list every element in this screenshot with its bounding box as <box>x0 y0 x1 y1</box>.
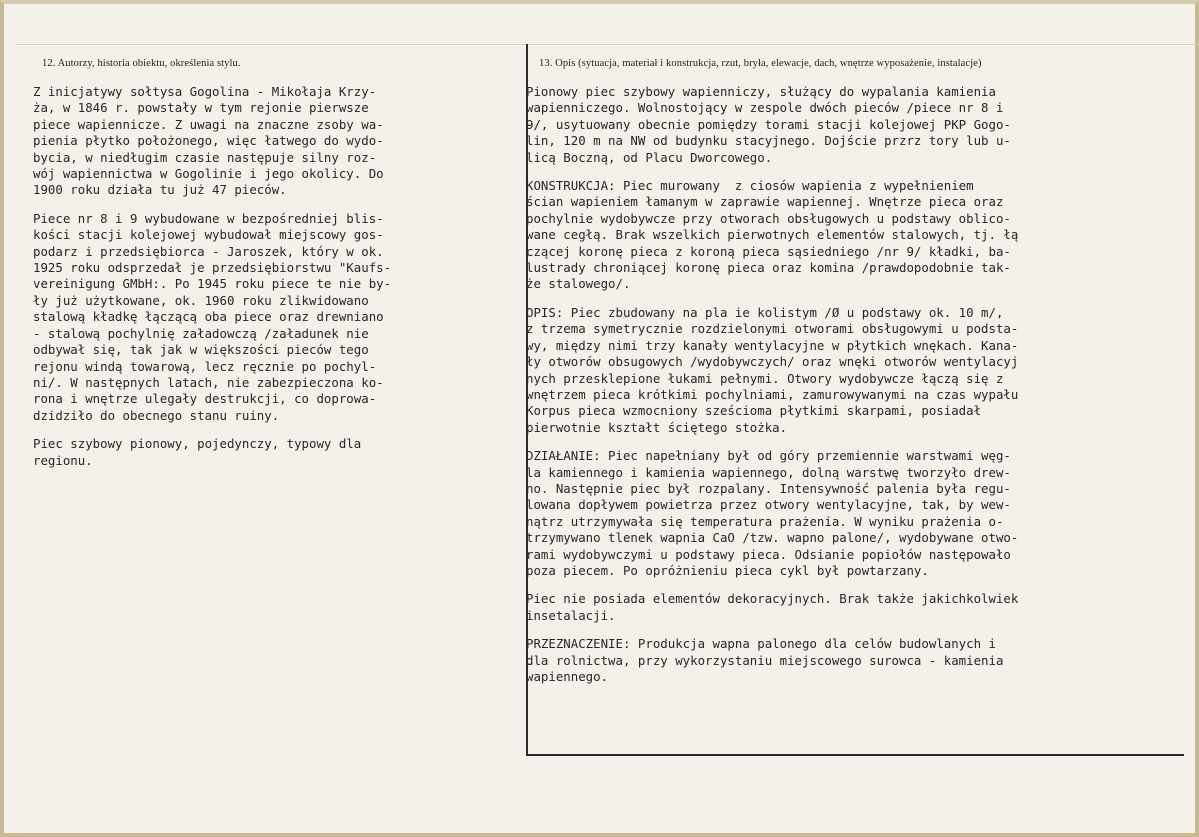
text-line: że stalowego/. <box>526 276 631 292</box>
text-line: licą Boczną, od Placu Dworcowego. <box>526 149 773 165</box>
paragraph <box>33 84 523 199</box>
text-line: regionu. <box>33 452 93 468</box>
section-12-header: 12. Autorzy, historia obiektu, określenia stylu. <box>42 58 241 69</box>
text-line: DZIAŁANIE: Piec napełniany był od góry przemiennie warstwami węg- <box>526 448 1011 464</box>
text-line: PRZEZNACZENIE: Produkcja wapna palonego dla celów budowlanych i <box>526 636 996 652</box>
text-line: ły otworów obsugowych /wydobywczych/ oraz wnęki otworów wentylacyj <box>526 354 1019 370</box>
text-line: Z inicjatywy sołtysa Gogolina - Mikołaja Krzy- <box>33 84 377 99</box>
text-line: ni/. W następnych latach, nie zabezpieczona ko- <box>33 374 384 390</box>
text-line: pochylnie wydobywcze przy otworach obsługowych u podstawy oblico- <box>526 210 1011 226</box>
text-line: KONSTRUKCJA: Piec murowany z ciosów wapienia z wypełnieniem <box>526 178 974 194</box>
text-line: lowana dopływem powietrza przez otwory wentylacyjne, tak, by wew- <box>526 497 1011 513</box>
text-line: dla rolnictwa, przy wykorzystaniu miejscowego surowca - kamienia <box>526 652 1004 668</box>
section-12-text <box>33 84 523 481</box>
text-line: 1925 roku odsprzedał je przedsiębiorstwu "Kaufs- <box>33 260 392 276</box>
text-line: stalową kładkę łączącą oba piece oraz drewniano <box>33 309 384 325</box>
text-line: insetalacji. <box>526 607 616 623</box>
paragraph <box>526 591 1198 624</box>
text-line: nych przesklepione łukami pełnymi. Otwory wydobywcze łączą się z <box>526 370 1004 386</box>
form-frame <box>16 44 1199 760</box>
text-line: bycia, w niedługim czasie następuje silny roz- <box>33 149 377 165</box>
text-line: poza piecem. Po opróżnieniu pieca cykl był powtarzany. <box>526 562 929 578</box>
text-line: ły już użytkowane, ok. 1960 roku zlikwidowano <box>33 292 369 308</box>
text-line: Piece nr 8 i 9 wybudowane w bezpośredniej blis- <box>33 210 384 226</box>
text-line: wnętrzem pieca krótkimi pochylniami, zamurowywanymi na czas wypału <box>526 386 1019 402</box>
paragraph <box>526 448 1198 579</box>
paragraph <box>526 636 1198 685</box>
text-line: la kamiennego i kamienia wapiennego, dolną warstwę tworzyło drew- <box>526 464 1011 480</box>
text-line: ścian wapieniem łamanym w zaprawie wapiennej. Wnętrze pieca oraz <box>526 194 1004 210</box>
text-line: OPIS: Piec zbudowany na pla ie kolistym /Ø u podstawy ok. 10 m/, <box>526 304 1004 320</box>
text-line: lustrady chroniącej koronę pieca oraz komina /prawdopodobnie tak- <box>526 260 1011 276</box>
text-line: wane cegłą. Brak wszelkich pierwotnych elementów stalowych, tj. łą <box>526 227 1019 243</box>
text-line: Piec szybowy pionowy, pojedynczy, typowy dla <box>33 436 362 452</box>
text-line: odbywał się, tak jak w większości pieców tego <box>33 342 369 358</box>
text-line: vereinigung GMbH:. Po 1945 roku piece te nie by- <box>33 276 392 292</box>
text-line: Piec nie posiada elementów dekoracyjnych. Brak także jakichkolwiek <box>526 591 1019 607</box>
text-line: kości stacji kolejowej wybudował miejscowy gos- <box>33 227 384 243</box>
text-line: wy, między nimi trzy kanały wentylacyjne w płytkich wnękach. Kana- <box>526 337 1019 353</box>
paragraph <box>33 211 523 424</box>
text-line: 1900 roku działa tu już 47 pieców. <box>33 182 287 198</box>
text-line: Pionowy piec szybowy wapienniczy, służący do wypalania kamienia <box>526 84 996 99</box>
text-line: - stalową pochylnię załadowczą /załadunek nie <box>33 325 369 341</box>
text-line: wój wapiennictwa w Gogolinie i jego okolicy. Do <box>33 166 384 182</box>
text-line: lin, 120 m na NW od budynku stacyjnego. Dojście przrz tory lub u- <box>526 133 1011 149</box>
paragraph <box>526 178 1198 293</box>
paragraph <box>33 436 523 469</box>
text-line: 9/, usytuowany obecnie pomiędzy torami stacji kolejowej PKP Gogo- <box>526 116 1011 132</box>
text-line: no. Następnie piec był rozpalany. Intensywność palenia była regu- <box>526 480 1011 496</box>
text-line: trzymywano tlenek wapnia CaO /tzw. wapno palone/, wydobywane otwo- <box>526 530 1019 546</box>
text-line: piece wapiennicze. Z uwagi na znaczne zsoby wa- <box>33 116 384 132</box>
text-line: z trzema symetrycznie rozdzielonymi otworami obsługowymi u podsta- <box>526 321 1019 337</box>
text-line: wapiennego. <box>526 669 609 684</box>
bottom-rule <box>528 754 1184 756</box>
text-line: rejonu windą towarową, lecz ręcznie po pochyl- <box>33 358 377 374</box>
text-line: pierwotnie kształt ściętego stożka. <box>526 419 788 435</box>
text-line: podarz i przedsiębiorca - Jaroszek, który w ok. <box>33 243 384 259</box>
section-13-text <box>526 84 1198 697</box>
top-rule <box>16 44 1199 45</box>
text-line: pienia płytko położonego, więc łatwego do wydo- <box>33 133 384 149</box>
section-13-header: 13. Opis (sytuacja, materiał i konstrukcja, rzut, bryła, elewacje, dach, wnętrze wyposażenie, instalacje) <box>539 58 982 69</box>
text-line: wapienniczego. Wolnostojący w zespole dwóch pieców /piece nr 8 i <box>526 100 1004 116</box>
text-line: nątrz utrzymywała się temperatura prażenia. W wyniku prażenia o- <box>526 513 1004 529</box>
text-line: rona i wnętrze ulegały destrukcji, co doprowa- <box>33 391 377 407</box>
text-line: rami wydobywczymi u podstawy pieca. Odsianie popiołów następowało <box>526 546 1011 562</box>
text-line: czącej koronę pieca z koroną pieca sąsiedniego /nr 9/ kładki, ba- <box>526 243 1011 259</box>
text-line: ża, w 1846 r. powstały w tym rejonie pierwsze <box>33 100 369 116</box>
text-line: dzidziło do obecnego stanu ruiny. <box>33 407 280 423</box>
text-line: Korpus pieca wzmocniony sześcioma płytkimi skarpami, posiadał <box>526 403 982 419</box>
paragraph <box>526 305 1198 436</box>
paragraph <box>526 84 1198 166</box>
